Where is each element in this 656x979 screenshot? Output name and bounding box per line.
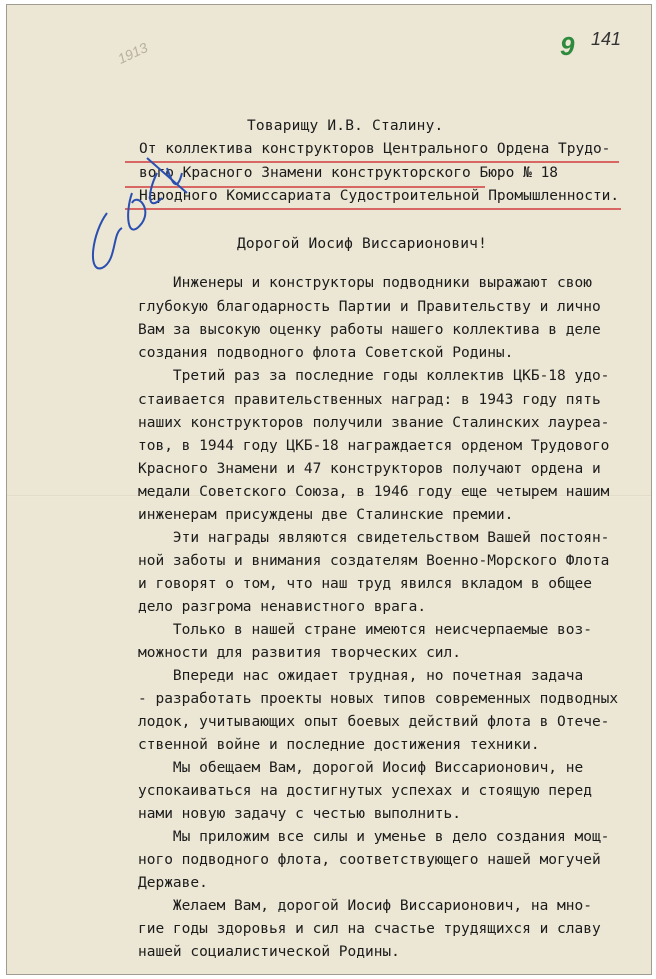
body-line: дело разгрома ненавистного врага.	[138, 599, 427, 615]
red-underline	[125, 161, 619, 163]
sender-line: Народного Комиссариата Судостроительной Промышленности.	[139, 188, 620, 204]
body-line: Мы обещаем Вам, дорогой Иосиф Виссарионович, не	[138, 760, 584, 776]
body-line: Впереди нас ожидает трудная, но почетная задача	[138, 668, 584, 684]
body-line: ственной войне и последние достижения техники.	[138, 737, 540, 753]
salutation: Дорогой Иосиф Виссарионович!	[237, 236, 488, 252]
body-line: и говорят о том, что наш труд явился вкладом в общее	[138, 576, 592, 592]
sender-line: вого Красного Знамени конструкторского Бюро № 18	[139, 165, 559, 181]
body-line: Инженеры и конструкторы подводники выражают свою	[138, 275, 592, 291]
body-line: наших конструкторов получили звание Сталинских лауреа-	[138, 415, 610, 431]
body-line: нами новую задачу с честью выполнить.	[138, 806, 462, 822]
body-line: нашей социалистической Родины.	[138, 944, 400, 960]
body-line: - разработать проекты новых типов современных подводных	[138, 691, 619, 707]
body-line: Третий раз за последние годы коллектив ЦКБ-18 удо-	[138, 368, 610, 384]
corner-note: 1913	[115, 39, 151, 67]
body-line: тов, в 1944 году ЦКБ-18 награждается орденом Трудового	[138, 438, 610, 454]
blue-pencil-visa	[87, 153, 197, 283]
body-line: медали Советского Союза, в 1946 году еще четырем нашим	[138, 484, 610, 500]
body-line: глубокую благодарность Партии и Правительству и лично	[138, 299, 601, 315]
body-line: ной заботы и внимания создателям Военно-Морского Флота	[138, 553, 610, 569]
body-line: стаивается правительственных наград: в 1943 году пять	[138, 392, 601, 408]
body-line: создания подводного флота Советской Родины.	[138, 345, 514, 361]
body-line: успокаиваться на достигнутых успехах и стоящую перед	[138, 783, 592, 799]
body-line: инженерам присуждены две Сталинские премии.	[138, 507, 514, 523]
body-line: Державе.	[138, 875, 208, 891]
body-line: Желаем Вам, дорогой Иосиф Виссарионович, на мно-	[138, 898, 592, 914]
sender-line: От коллектива конструкторов Центрального Ордена Трудо-	[139, 141, 611, 157]
body-line: можности для развития творческих сил.	[138, 645, 462, 661]
body-line: Красного Знамени и 47 конструкторов получают ордена и	[138, 461, 601, 477]
addressee: Товарищу И.В. Сталину.	[247, 118, 444, 134]
body-line: Мы приложим все силы и уменье в дело создания мощ-	[138, 829, 610, 845]
body-line: Эти награды являются свидетельством Вашей постоян-	[138, 530, 610, 546]
red-underline	[125, 208, 621, 210]
folio-number: 141	[591, 29, 622, 49]
document-page	[6, 4, 652, 975]
body-line: гие годы здоровья и сил на счастье трудящихся и славу	[138, 921, 601, 937]
body-line: ного подводного флота, соответствующего нашей могучей	[138, 852, 601, 868]
body-line: Вам за высокую оценку работы нашего коллектива в деле	[138, 322, 601, 338]
body-line: Только в нашей стране имеются неисчерпаемые воз-	[138, 622, 592, 638]
folio-stamp: 9	[560, 31, 575, 61]
body-line: лодок, учитывающих опыт боевых действий флота в Отече-	[138, 714, 610, 730]
